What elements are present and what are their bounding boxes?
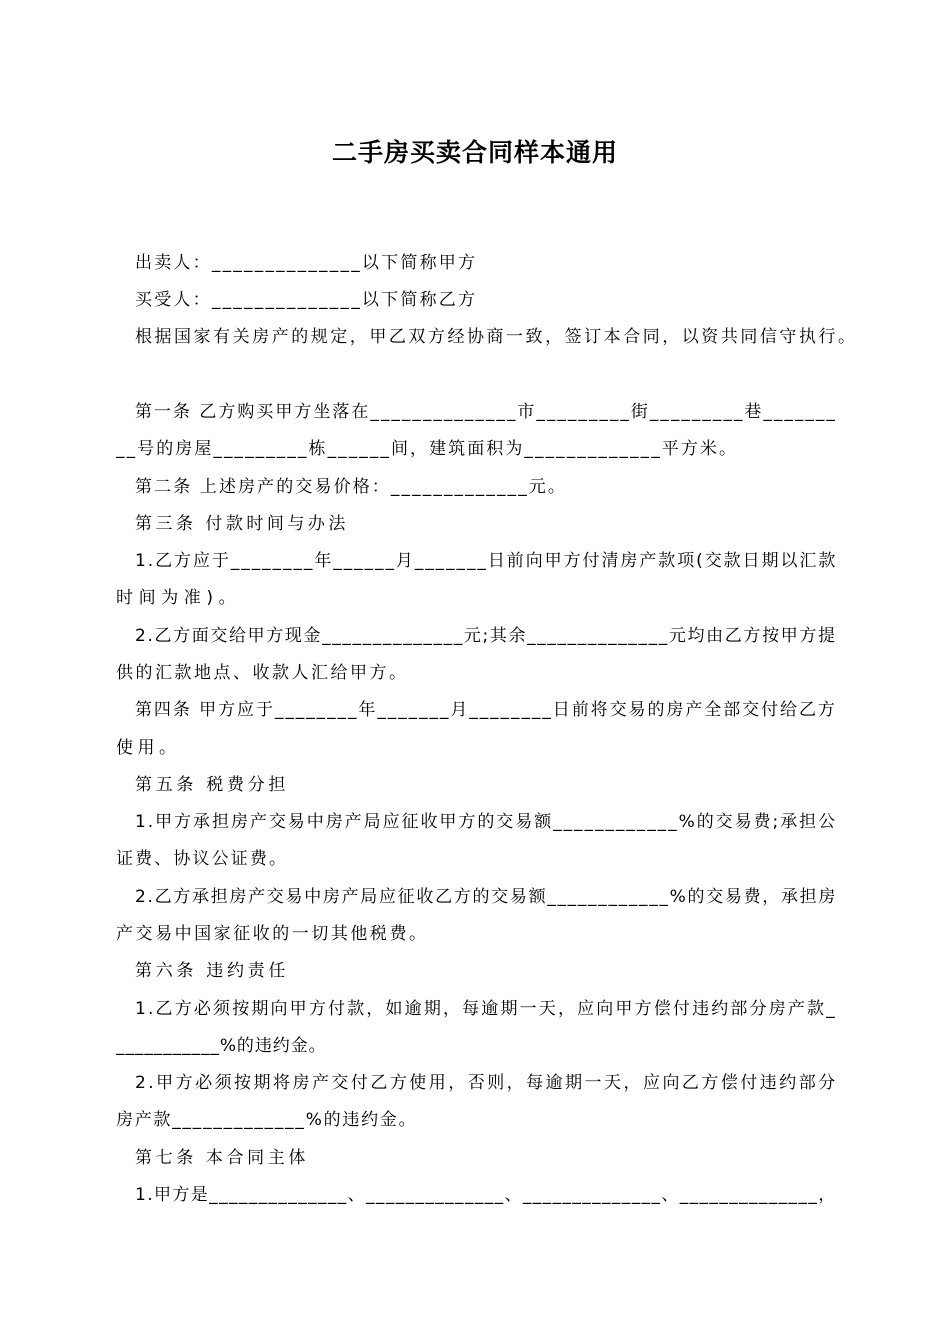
article-3-item-1-line-1: 1.乙方应于________年______月_______日前向甲方付清房产款项(交款日期以汇款 [135,551,838,571]
document-title: 二手房买卖合同样本通用 [331,138,618,167]
article-7-heading: 第七条 本合同主体 [135,1148,310,1168]
preamble-line: 根据国家有关房产的规定，甲乙双方经协商一致，签订本合同，以资共同信守执行。 [135,327,858,347]
article-6-item-2-line-2: 房产款_____________%的违约金。 [116,1110,418,1130]
buyer-line: 买受人：______________以下简称乙方 [135,290,478,310]
article-6-item-2-line-1: 2.甲方必须按期将房产交付乙方使用，否则，每逾期一天，应向乙方偿付违约部分 [135,1073,838,1093]
article-5-item-2-line-1: 2.乙方承担房产交易中房产局应征收乙方的交易额____________%的交易费，承担房 [135,887,838,907]
article-3-item-2-line-1: 2.乙方面交给甲方现金______________元;其余______________元均由乙方按甲方提 [135,626,837,646]
article-2-line: 第二条 上述房产的交易价格：_____________元。 [135,477,568,497]
seller-line: 出卖人：______________以下简称甲方 [135,253,478,273]
article-7-item-1-line-1: 1.甲方是______________、______________、______________、______________， [135,1185,837,1205]
article-4-line-2: 使用。 [116,738,181,758]
article-5-item-1-line-2: 证费、协议公证费。 [116,849,289,869]
article-3-heading: 第三条 付款时间与办法 [135,514,349,534]
article-3-item-1-line-2: 时间为准)。 [116,588,242,608]
article-5-item-1-line-1: 1.甲方承担房产交易中房产局应征收甲方的交易额____________%的交易费;承担公 [135,812,838,832]
article-6-item-1-line-2: ___________%的违约金。 [116,1036,327,1056]
article-6-item-1-line-1: 1.乙方必须按期向甲方付款，如逾期，每逾期一天，应向甲方偿付违约部分房产款_ [135,999,837,1019]
article-4-line-1: 第四条 甲方应于________年_______月________日前将交易的房产全部交付给乙方 [135,700,837,720]
article-5-item-2-line-2: 产交易中国家征收的一切其他税费。 [116,924,429,944]
article-1-line-2: __号的房屋_________栋______间，建筑面积为_____________平方米。 [116,439,739,459]
article-6-heading: 第六条 违约责任 [135,961,290,981]
article-5-heading: 第五条 税费分担 [135,775,290,795]
article-1-line-1: 第一条 乙方购买甲方坐落在______________市_________街_________巷_______ [135,402,837,422]
article-3-item-2-line-2: 供的汇款地点、收款人汇给甲方。 [116,663,409,683]
